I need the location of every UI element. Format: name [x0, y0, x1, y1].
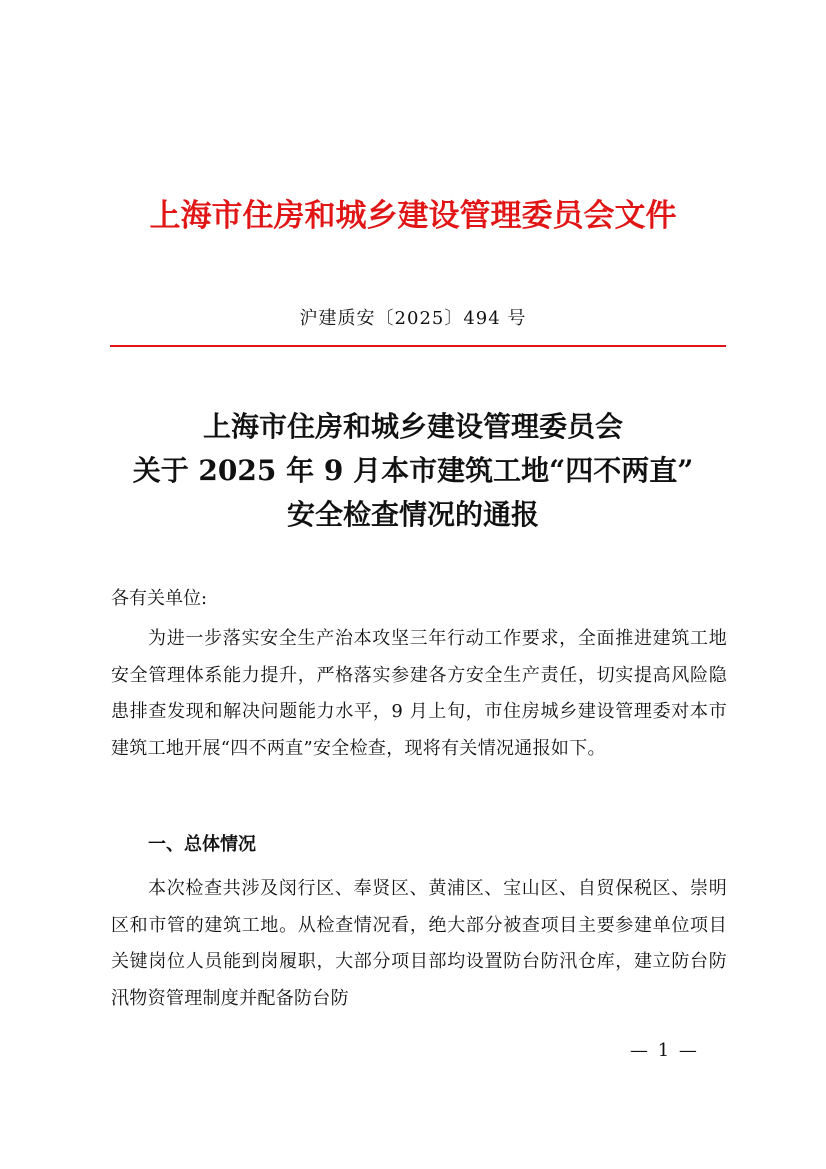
issuer-header: 上海市住房和城乡建设管理委员会文件 — [149, 198, 677, 234]
document-title — [0, 405, 826, 537]
title-line-3: 安全检查情况的通报 — [286, 498, 539, 531]
document-number: 沪建质安〔2025〕494 号 — [299, 308, 527, 329]
salutation: 各有关单位: — [111, 588, 208, 609]
body-paragraph-2: 本次检查共涉及闵行区、奉贤区、黄浦区、宝山区、自贸保税区、崇明区和市管的建筑工地。从检查情况看，绝大部分被查项目主要参建单位项目关键岗位人员能到岗履职，大部分项目部均设置防台防汛仓库，建立防台防汛物资管理制度并配备防台防 — [111, 878, 727, 1009]
body-paragraph-1: 为进一步落实安全生产治本攻坚三年行动工作要求，全面推进建筑工地安全管理体系能力提升，严格落实参建各方安全生产责任，切实提高风险隐患排查发现和解决问题能力水平，9 月上旬，市住房城乡建设管理委对本市建筑工地开展“四不两直”安全检查，现将有关情况通报如下。 — [111, 628, 727, 759]
title-line-1: 上海市住房和城乡建设管理委员会 — [202, 410, 623, 443]
page-number: — 1 — — [630, 1040, 699, 1061]
title-line-2: 关于 2025 年 9 月本市建筑工地“四不两直” — [132, 454, 694, 487]
red-divider-line — [110, 345, 726, 347]
section-heading-overview: 一、总体情况 — [148, 834, 256, 855]
